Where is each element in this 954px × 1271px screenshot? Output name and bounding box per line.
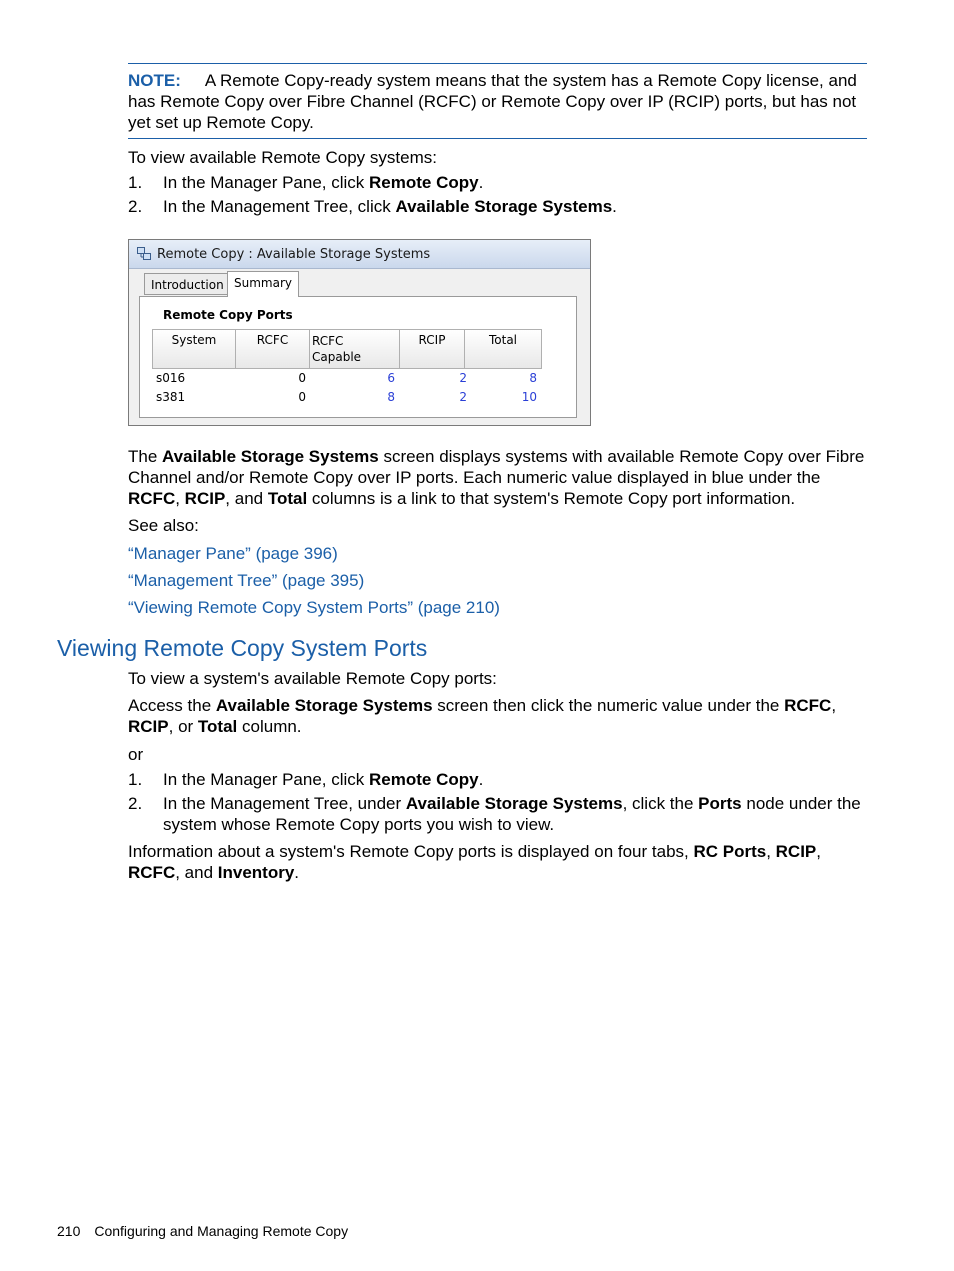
available-systems-description	[128, 446, 868, 509]
step-end: .	[478, 770, 484, 789]
text: The	[128, 447, 163, 466]
cell-rcfc-capable-link[interactable]: 8	[387, 390, 395, 404]
text: , or	[168, 717, 198, 736]
text: Access the	[128, 696, 216, 715]
tab-label: Summary	[234, 276, 292, 290]
page-number: 210	[57, 1223, 81, 1239]
header-label: System	[171, 333, 217, 347]
step-bold: Remote Copy	[369, 173, 479, 192]
cell-rcfc-capable-link[interactable]: 6	[387, 371, 395, 385]
cell-system: s016	[156, 371, 186, 385]
see-also-label: See also:	[128, 516, 199, 535]
section-heading: Viewing Remote Copy System Ports	[57, 635, 428, 661]
bold-term: RCFC	[128, 863, 176, 882]
section1-intro: To view available Remote Copy systems:	[128, 148, 437, 167]
text: .	[294, 863, 300, 882]
step-end: .	[612, 197, 617, 216]
step-bold: Ports	[698, 794, 742, 813]
step-text: In the Management Tree, under	[163, 794, 406, 813]
note-text: A Remote Copy-ready system means that the system has a Remote Copy license, and has Remote Copy over Fibre Channel (RCFC) or Remote Copy over IP (RCIP) ports, but has not yet set up Remote Copy.	[128, 71, 857, 132]
step-text: In the Manager Pane, click	[163, 173, 370, 192]
text: columns is a link to that system's Remote Copy port information.	[307, 489, 796, 508]
header-label: RCFC Capable	[312, 334, 362, 364]
window-title: Remote Copy : Available Storage Systems	[157, 247, 431, 262]
step-text: In the Manager Pane, click	[163, 770, 370, 789]
link-management-tree[interactable]: “Management Tree” (page 395)	[128, 571, 365, 590]
bold-term: Available Storage Systems	[215, 696, 433, 715]
cell-rcip-link[interactable]: 2	[459, 371, 467, 385]
page-footer	[57, 1222, 348, 1240]
text: ,	[831, 696, 837, 715]
cell-rcip-link[interactable]: 2	[459, 390, 467, 404]
bold-term: Available Storage Systems	[162, 447, 379, 466]
window-titlebar	[129, 240, 590, 269]
bold-term: RCIP	[775, 842, 817, 861]
step-number: 1.	[128, 770, 143, 789]
step-bold: Available Storage Systems	[405, 794, 623, 813]
bold-term: RCIP	[128, 717, 169, 736]
text: Information about a system's Remote Copy ports is displayed on four tabs,	[128, 842, 694, 861]
cell-rcfc: 0	[298, 390, 306, 404]
text: , and	[175, 863, 218, 882]
step-end: node under the system whose Remote Copy ports you wish to view.	[163, 794, 861, 834]
note-bottom-rule	[128, 138, 867, 139]
header-label: RCFC	[256, 333, 289, 347]
column-header-rcfc-capable[interactable]	[309, 329, 400, 369]
step-end: .	[478, 173, 484, 192]
cell-system: s381	[156, 390, 186, 404]
step-text: In the Management Tree, click	[163, 197, 396, 216]
text: ,	[766, 842, 776, 861]
section2-intro: To view a system's available Remote Copy ports:	[128, 669, 497, 688]
tab-introduction[interactable]	[144, 273, 231, 295]
section2-access	[128, 695, 868, 737]
bold-term: Total	[267, 489, 308, 508]
step-number: 2.	[128, 794, 143, 813]
column-header-system[interactable]	[152, 329, 236, 369]
text: screen then click the numeric value under the	[432, 696, 785, 715]
step-bold: Available Storage Systems	[395, 197, 613, 216]
chapter-title: Configuring and Managing Remote Copy	[94, 1223, 349, 1239]
bold-term: Inventory	[217, 863, 295, 882]
bold-term: RCFC	[784, 696, 832, 715]
link-viewing-remote-copy-ports[interactable]: “Viewing Remote Copy System Ports” (page 210)	[128, 598, 500, 617]
remote-copy-icon	[137, 247, 151, 260]
cell-total-link[interactable]: 10	[521, 390, 537, 404]
text: column.	[237, 717, 302, 736]
summary-panel	[139, 296, 577, 418]
step-bold: Remote Copy	[369, 770, 479, 789]
bold-term: RCFC	[128, 489, 176, 508]
step-text: , click the	[622, 794, 699, 813]
bold-term: Total	[197, 717, 238, 736]
note-label: NOTE:	[128, 71, 181, 90]
note-top-rule	[128, 63, 867, 64]
note-box	[128, 70, 868, 133]
bold-term: RCIP	[184, 489, 226, 508]
step-number: 2.	[128, 197, 143, 216]
bold-term: RC Ports	[693, 842, 767, 861]
cell-total-link[interactable]: 8	[529, 371, 537, 385]
column-header-total[interactable]	[464, 329, 542, 369]
section2-info	[128, 841, 868, 883]
column-header-rcip[interactable]	[399, 329, 465, 369]
header-label: RCIP	[418, 333, 446, 347]
tab-label: Introduction	[151, 278, 224, 292]
link-manager-pane[interactable]: “Manager Pane” (page 396)	[128, 544, 338, 563]
text: , and	[225, 489, 268, 508]
text: ,	[175, 489, 185, 508]
header-label: Total	[488, 333, 518, 347]
remote-copy-window	[128, 239, 591, 426]
step-number: 1.	[128, 173, 143, 192]
tab-summary[interactable]	[227, 271, 299, 297]
text: ,	[816, 842, 822, 861]
text: screen displays systems with available Remote Copy over Fibre Channel and/or Remote Copy over IP ports. Each numeric value displayed in blue under the	[128, 447, 865, 487]
cell-rcfc: 0	[298, 371, 306, 385]
panel-title: Remote Copy Ports	[163, 308, 293, 322]
section2-or: or	[128, 745, 144, 764]
column-header-rcfc[interactable]	[235, 329, 310, 369]
